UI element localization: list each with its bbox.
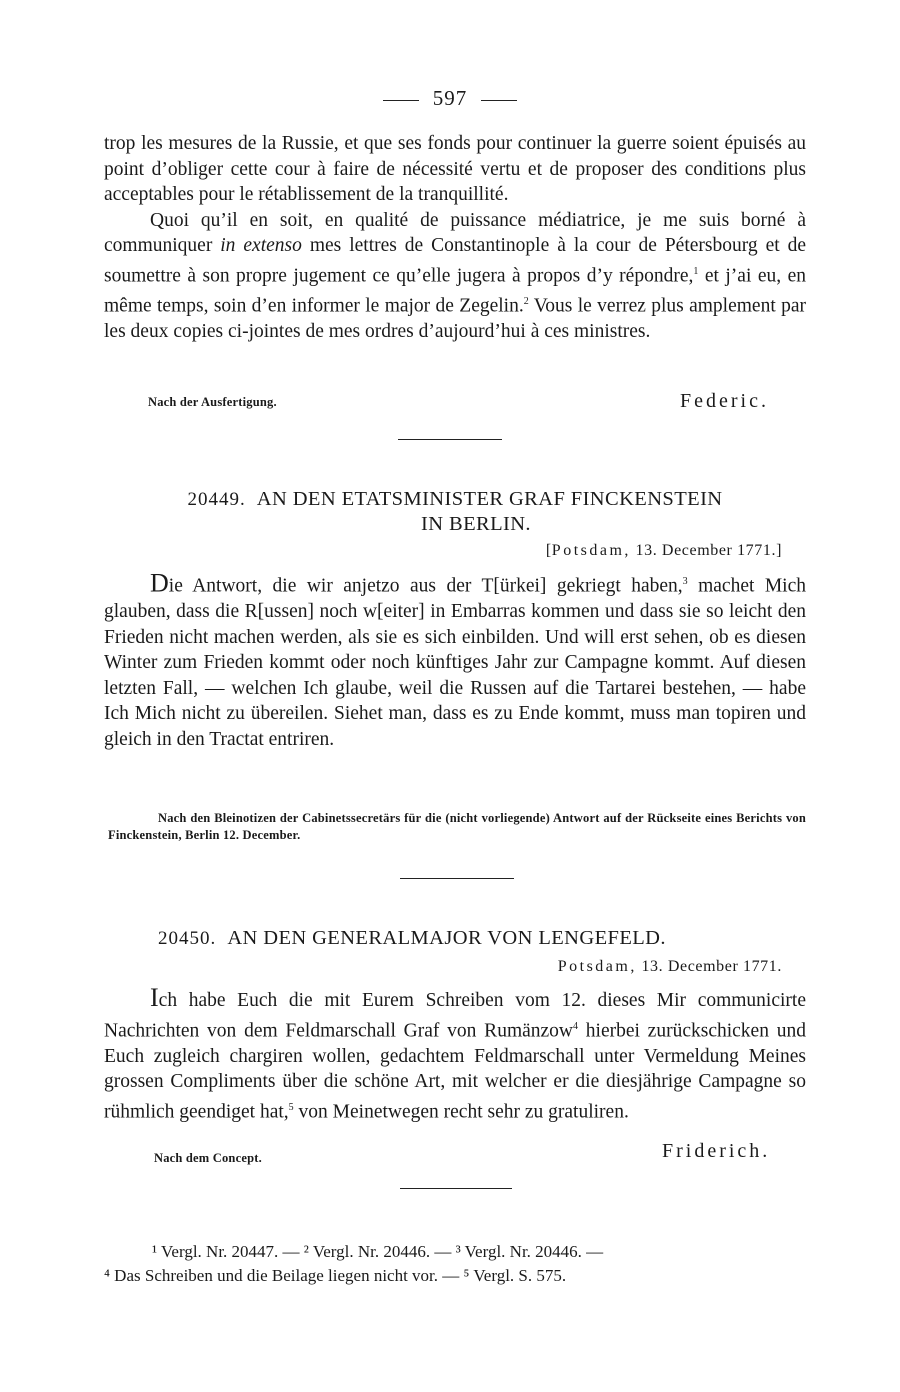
continuation-paragraph-2 <box>104 208 806 345</box>
signature: Federic. <box>680 390 769 412</box>
footnote-marker: 2 <box>523 296 529 308</box>
italic-phrase: in extenso <box>220 235 302 257</box>
letter-body <box>104 985 806 1125</box>
letter-title: AN DEN ETATSMINISTER GRAF FINCKENSTEIN <box>256 488 723 510</box>
paragraph-text: Quoi qu’il en soit, en qualité de puissance médiatrice, je me suis borné à communiquer <box>104 209 806 257</box>
header-dash-left <box>383 100 419 101</box>
dateline-place: Potsdam, <box>551 542 631 559</box>
footnote-marker: 1 <box>693 265 699 277</box>
paragraph-text: ie Antwort, die wir anjetzo aus der T[ürkei] gekriegt haben, <box>168 575 683 597</box>
letter-paragraph <box>104 569 806 753</box>
continuation-section <box>104 131 806 345</box>
heading-line-1 <box>104 487 806 512</box>
source-note: Nach der Ausfertigung. <box>148 395 277 409</box>
dateline <box>546 542 782 560</box>
signature: Friderich. <box>662 1140 771 1162</box>
continuation-paragraph-1: trop les mesures de la Russie, et que ses fonds pour continuer la guerre soient épuisés au point d’obliger cette cour à faire de nécessité vertu et de proposer des conditions plus acceptables pour le rétablissement de la tranquillité. <box>104 133 806 206</box>
initial-letter: D <box>150 568 169 598</box>
letter-heading <box>104 926 806 951</box>
section-divider <box>398 439 502 440</box>
paragraph-text: machet Mich glauben, dass die R[ussen] noch w[eiter] in Embarras kommen und dass sie so leicht den Frieden nicht machen werden, als sie es sich einbilden. Und will erst sehen, ob es diesen Winter zum Frieden kommt oder noch künftiges Jahr zur Campagne kommt. Auf diesen letzten Fall, — welchen Ich glaube, weil die Russen auf die Tartarei bestehen, — habe Ich Mich nicht zu übereilen. Siehet man, dass es zu Ende kommt, muss man topiren und gleich in den Tractat entriren. <box>104 575 807 751</box>
dateline-date: 13. December 1771.] <box>635 542 782 559</box>
letter-paragraph <box>104 985 806 1125</box>
paragraph-text: mes lettres de Constantinople à la cour de Pétersbourg et de soumettre à son propre jugement ce qu’elle jugera à propos d’y répondre, <box>104 235 807 287</box>
letter-number: 20450. <box>158 928 217 949</box>
section-divider <box>400 878 514 879</box>
paragraph-text: hierbei zurückschicken und Euch zugleich chargiren wollen, gedachtem Feldmarschall unter Vermeldung Meines grossen Compliments über die schöne Art, mit welcher er die diesjährige Campagne so rühmlich geendiget hat, <box>104 1020 806 1123</box>
page-header <box>0 86 900 111</box>
heading-line-2: IN BERLIN. <box>421 513 531 535</box>
header-dash-right <box>481 100 517 101</box>
footnote-marker: 3 <box>682 576 688 587</box>
footnote-marker: 5 <box>288 1101 294 1113</box>
source-note: Nach dem Concept. <box>154 1151 262 1165</box>
dateline <box>558 958 782 976</box>
footnote-line-2: ⁴ Das Schreiben und die Beilage liegen nicht vor. — ⁵ Vergl. S. 575. <box>104 1266 567 1285</box>
footnotes <box>104 1240 806 1288</box>
page-number: 597 <box>432 86 468 110</box>
letter-body <box>104 569 806 753</box>
section-divider <box>400 1188 512 1189</box>
paragraph-text: von Meinetwegen recht sehr zu gratuliren. <box>293 1101 629 1123</box>
paragraph-text: ch habe Euch die mit Eurem Schreiben vom 12. dieses Mir communicirte Nachrichten von dem Feldmarschall Graf von Rumänzow <box>104 990 806 1042</box>
paragraph-text: et j’ai eu, en même temps, soin d’en informer le major de Zegelin. <box>104 265 806 317</box>
footnote-line-1: ¹ Vergl. Nr. 20447. — ² Vergl. Nr. 20446. — ³ Vergl. Nr. 20446. — <box>152 1242 604 1261</box>
paragraph-text: Vous le verrez plus amplement par les deux copies ci-jointes de mes ordres d’aujourd’hui à ces ministres. <box>104 295 806 343</box>
letter-heading <box>104 487 806 537</box>
dateline-place: Potsdam, <box>557 958 637 975</box>
dateline-date: 13. December 1771. <box>641 958 782 975</box>
footnote-marker: 4 <box>573 1020 578 1032</box>
initial-letter: I <box>150 983 159 1012</box>
source-note: Nach den Bleinotizen der Cabinetssecretärs für die (nicht vorliegende) Antwort auf der Rückseite eines Berichts von Finckenstein, Berlin 12. December. <box>108 811 806 842</box>
letter-number: 20449. <box>187 489 246 510</box>
letter-title: AN DEN GENERALMAJOR VON LENGEFELD. <box>227 927 666 949</box>
dateline-bracket: [ <box>545 542 552 559</box>
